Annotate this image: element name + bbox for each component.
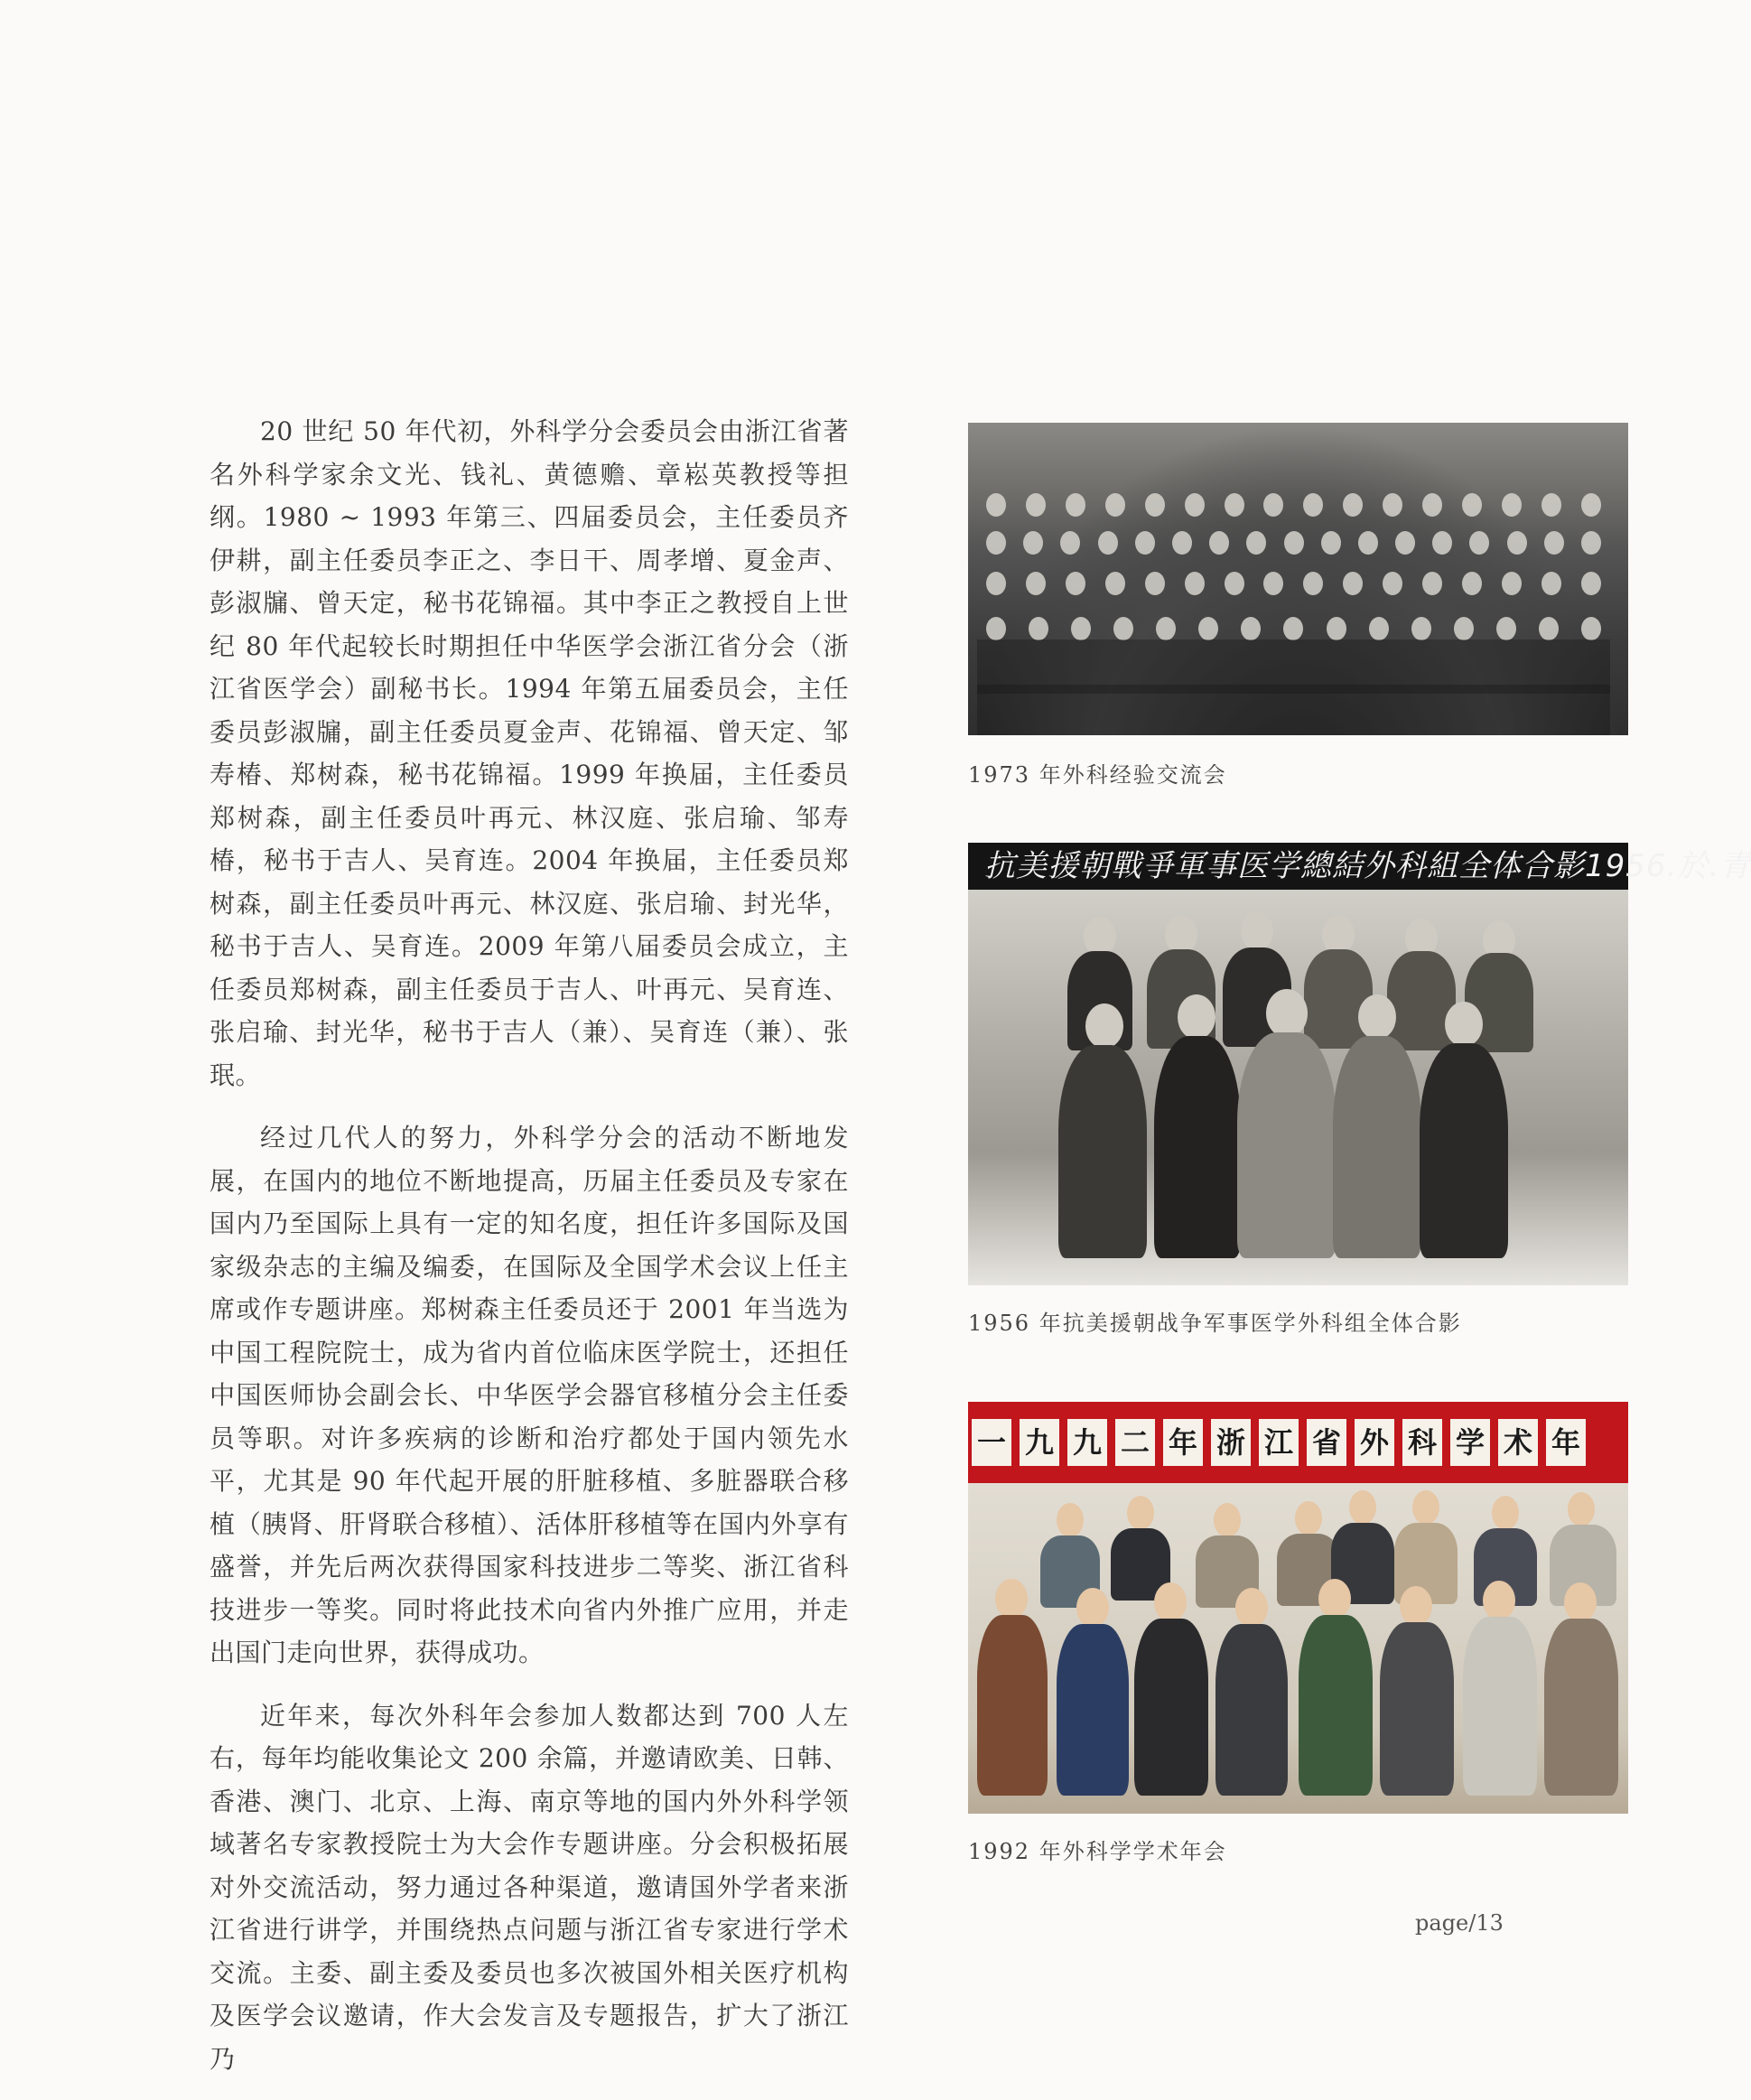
photo-1992-group (968, 1402, 1628, 1814)
photo-1956-group (968, 843, 1751, 1285)
photo-banner-1956: 抗美援朝戰爭軍事医学總結外科組全体合影1956.於.青 (968, 843, 1628, 890)
caption-1956: 1956 年抗美援朝战争军事医学外科组全体合影 (968, 1311, 1462, 1336)
figure-1973 (968, 423, 1628, 788)
figure-1992 (968, 1402, 1628, 1864)
figure-1956 (968, 843, 1751, 1336)
photo-1973-group (968, 423, 1628, 735)
caption-1992: 1992 年外科学学术年会 (968, 1839, 1227, 1864)
page-number: page/13 (1415, 1910, 1504, 1936)
photo-banner-1992: 一 九 九 二 年 浙 江 省 外 科 学 术 年 (968, 1402, 1628, 1483)
paragraph-history: 20 世纪 50 年代初，外科学分会委员会由浙江省著名外科学家余文光、钱礼、黄德赡、章崧英教授等担纲。1980 ~ 1993 年第三、四届委员会，主任委员齐伊耕，副主任委员李正之、李日干、周孝增、夏金声、彭淑牖、曾天定，秘书花锦福。其中李正之教授自上世纪 80 年代起较长时期担任中华医学会浙江省分会（浙江省医学会）副秘书长。1994 年第五届委员会，主任委员彭淑牖，副主任委员夏金声、花锦福、曾天定、邹寿椿、郑树森，秘书花锦福。1999 年换届，主任委员郑树森，副主任委员叶再元、林汉庭、张启瑜、邹寿椿，秘书于吉人、吴育连。2004 年换届，主任委员郑树森，副主任委员叶再元、林汉庭、张启瑜、封光华，秘书于吉人、吴育连。2009 年第八届委员会成立，主任委员郑树森，副主任委员于吉人、叶再元、吴育连、张启瑜、封光华，秘书于吉人（兼）、吴育连（兼）、张珉。 (210, 416, 849, 1090)
paragraph-development: 经过几代人的努力，外科学分会的活动不断地发展，在国内的地位不断地提高，历届主任委员及专家在国内乃至国际上具有一定的知名度，担任许多国际及国家级杂志的主编及编委，在国际及全国学术会议上任主席或作专题讲座。郑树森主任委员还于 2001 年当选为中国工程院院士，成为省内首位临床医学院士，还担任中国医师协会副会长、中华医学会器官移植分会主任委员等职。对许多疾病的诊断和治疗都处于国内领先水平，尤其是 90 年代起开展的肝脏移植、多脏器联合移植（胰肾、肝肾联合移植）、活体肝移植等在国内外享有盛誉，并先后两次获得国家科技进步二等奖、浙江省科技进步一等奖。同时将此技术向省内外推广应用，并走出国门走向世界，获得成功。 (210, 1123, 849, 1667)
caption-1973: 1973 年外科经验交流会 (968, 762, 1227, 788)
body-text (210, 410, 849, 2100)
paragraph-recent: 近年来，每次外科年会参加人数都达到 700 人左右，每年均能收集论文 200 余篇，并邀请欧美、日韩、香港、澳门、北京、上海、南京等地的国内外外科学领域著名专家教授院士为大会作专题讲座。分会积极拓展对外交流活动，努力通过各种渠道，邀请国外学者来浙江省进行讲学，并围绕热点问题与浙江省专家进行学术交流。主委、副主委及委员也多次被国外相关医疗机构及医学会议邀请，作大会发言及专题报告，扩大了浙江乃 (210, 1700, 849, 2074)
